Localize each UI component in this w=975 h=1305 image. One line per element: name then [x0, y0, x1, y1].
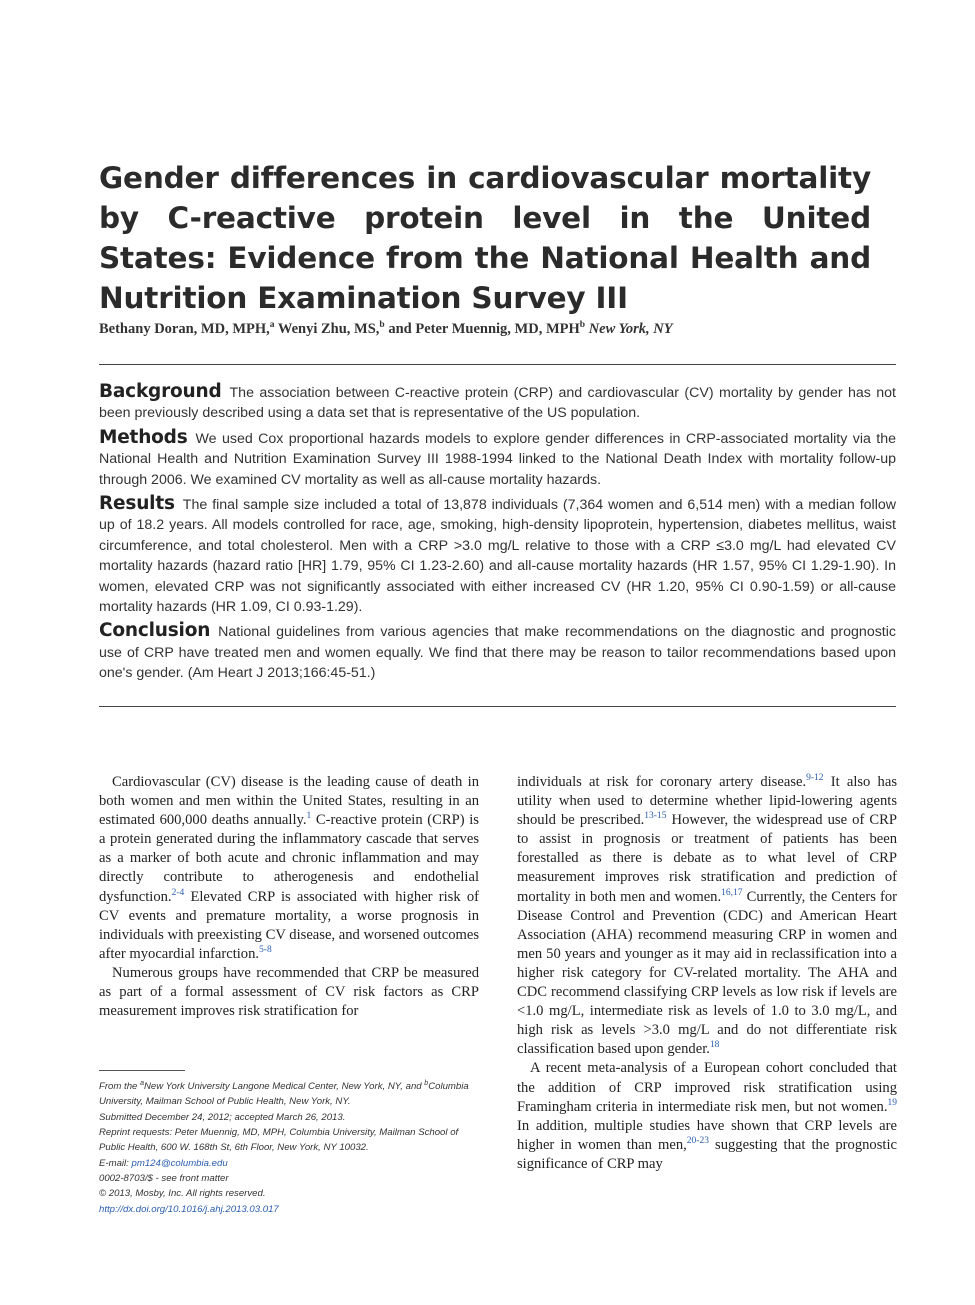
affiliation-marker-b: b — [424, 1080, 429, 1087]
abstract — [99, 382, 896, 688]
issn-line: 0002-8703/$ - see front matter — [99, 1172, 229, 1184]
footnote-text: Columbia University, Mailman School of Public Health, New York, NY. — [99, 1081, 469, 1108]
abstract-methods — [99, 428, 896, 490]
author-location: New York, NY — [588, 320, 673, 337]
body-text: Cardiovascular (CV) disease is the leading cause of death in both women and men within the United States, resulting in an estimated 600,000 deaths annually. — [99, 774, 479, 829]
copyright-line: © 2013, Mosby, Inc. All rights reserved. — [99, 1188, 266, 1200]
body-text: Currently, the Centers for Disease Control and Prevention (CDC) and American Heart Association (AHA) recommend measuring CRP in women and men 50 years and younger as it may aid in reclassification into a higher risk category for CV-related mortality. The AHA and CDC recommend classifying CRP levels as low risk if levels are <1.0 mg/L, intermediate risk as levels of 1.0 to 3.0 mg/L, and high risk as levels >3.0 mg/L and do not differentiate risk classification based upon gender. — [517, 888, 897, 1058]
conclusion-heading: Conclusion — [99, 620, 211, 642]
body-text: However, the widespread use of CRP to assist in prognosis or treatment of patients has been forestalled as there is debate as to what level of CRP measurement improves risk stratification and prediction of mortality in both men and women. — [517, 812, 898, 905]
methods-text: We used Cox proportional hazards models to explore gender differences in CRP-associated mortality via the National Health and Nutrition Examination Survey III 1988-1994 linked to the National Death Index with mortality follow-up through 2006. We examined CV mortality as well as all-cause mortality hazards. — [99, 430, 896, 488]
doi-link[interactable]: http://dx.doi.org/10.1016/j.ahj.2013.03.017 — [99, 1203, 279, 1215]
author-muennig: and Peter Muennig, MD, MPH — [384, 320, 580, 337]
body-paragraph — [517, 773, 897, 1059]
author-doran: Bethany Doran, MD, MPH, — [99, 320, 270, 337]
article-title: Gender differences in cardiovascular mortality by C-reactive protein level in the United States: Evidence from the National Health and Nutrition Examination Survey III — [99, 161, 871, 315]
affiliation-marker-b: b — [379, 320, 385, 330]
affiliations — [99, 1076, 479, 1110]
email-label: E-mail: — [99, 1157, 132, 1169]
abstract-top-rule — [99, 364, 896, 365]
body-text: It also has utility when used to determine whether lipid-lowering agents should be prescribed. — [517, 774, 897, 829]
abstract-conclusion — [99, 621, 896, 683]
body-text: Elevated CRP is associated with higher risk of CV events and premature mortality, a worse prognosis in individuals with preexisting CV disease, and worsened outcomes after myocardial infarction. — [99, 888, 479, 962]
reference-link[interactable]: 13-15 — [644, 811, 667, 822]
abstract-results — [99, 494, 896, 617]
results-text: The final sample size included a total of 13,878 individuals (7,364 women and 6,514 men) with a median follow up of 18.2 years. All models controlled for race, age, smoking, high-density lipoprotein, hypertension, diabetes mellitus, waist circumference, and total cholesterol. Men with a CRP >3.0 mg/L relative to those with a CRP ≤3.0 mg/L had elevated CV mortality hazards (hazard ratio [HR] 1.79, 95% CI 1.23-2.60) and all-cause mortality hazards (HR 1.57, 95% CI 1.29-1.90). In women, elevated CRP was not significantly associated with either increased CV (HR 1.20, 95% CI 0.90-1.59) or all-cause mortality hazards (HR 1.09, CI 0.93-1.29). — [99, 497, 896, 616]
reference-link[interactable]: 5-8 — [259, 944, 272, 955]
affiliation-marker-b-2: b — [579, 320, 586, 330]
affiliation-marker-a: a — [140, 1080, 144, 1087]
conclusion-text: National guidelines from various agencies that make recommendations on the diagnostic and prognostic use of CRP have treated men and women equally. We find that there may be reason to tailor recommendations based upon one's gender. (Am Heart J 2013;166:45-51.) — [99, 624, 896, 682]
body-text: A recent meta-analysis of a European cohort concluded that the addition of CRP improved risk stratification using Framingham criteria in intermediate risk men, but not women. — [517, 1060, 897, 1115]
body-paragraph — [517, 1059, 897, 1174]
abstract-bottom-rule — [99, 706, 896, 707]
submission-dates: Submitted December 24, 2012; accepted March 26, 2013. — [99, 1111, 346, 1123]
footnote-text: New York University Langone Medical Center, New York, NY, and — [143, 1081, 425, 1093]
body-text: individuals at risk for coronary artery disease. — [517, 774, 807, 790]
affiliation-marker-a: a — [269, 320, 275, 330]
reprint-requests: Reprint requests: Peter Muennig, MD, MPH, Columbia University, Mailman School of Public Health, 600 W. 168th St, 6th Floor, New York, NY 10032. — [99, 1127, 459, 1154]
background-heading: Background — [99, 381, 222, 402]
body-column-right — [517, 773, 897, 1174]
methods-heading: Methods — [99, 426, 188, 448]
footnote-text: From the — [99, 1081, 141, 1093]
reference-link[interactable]: 2-4 — [171, 887, 185, 898]
body-text: Numerous groups have recommended that CRP be measured as part of a formal assessment of CV risk factors as CRP measurement improves risk stratification for — [99, 964, 479, 1020]
reference-link[interactable]: 20-23 — [686, 1135, 709, 1146]
author-line — [99, 320, 899, 338]
body-text: In addition, multiple studies have shown that CRP levels are higher in women than men, — [517, 1117, 897, 1153]
results-heading: Results — [99, 493, 175, 515]
body-text: suggesting that the prognostic significance of CRP may — [517, 1136, 897, 1172]
reference-link[interactable]: 18 — [709, 1040, 720, 1051]
reference-link[interactable]: 16,17 — [721, 887, 743, 898]
reference-link[interactable]: 9-12 — [806, 773, 824, 784]
author-zhu: Wenyi Zhu, MS, — [274, 320, 380, 337]
body-paragraph — [99, 964, 479, 1021]
footnotes — [99, 1076, 479, 1217]
email-link[interactable]: pm124@columbia.edu — [131, 1157, 228, 1169]
body-column-left — [99, 773, 479, 1021]
abstract-background — [99, 382, 896, 424]
reference-link[interactable]: 1 — [306, 811, 312, 822]
email-line — [99, 1156, 479, 1171]
background-text: The association between C-reactive protein (CRP) and cardiovascular (CV) mortality by gender has not been previously described using a data set that is representative of the US population. — [99, 385, 896, 422]
footnote-rule — [99, 1070, 185, 1071]
body-text: C-reactive protein (CRP) is a protein generated during the inflammatory cascade that serves as a marker of both acute and chronic inflammation and may directly contribute to atherogenesis and endothelial dysfunction. — [99, 812, 479, 905]
reference-link[interactable]: 19 — [887, 1097, 897, 1108]
body-paragraph — [99, 773, 479, 964]
